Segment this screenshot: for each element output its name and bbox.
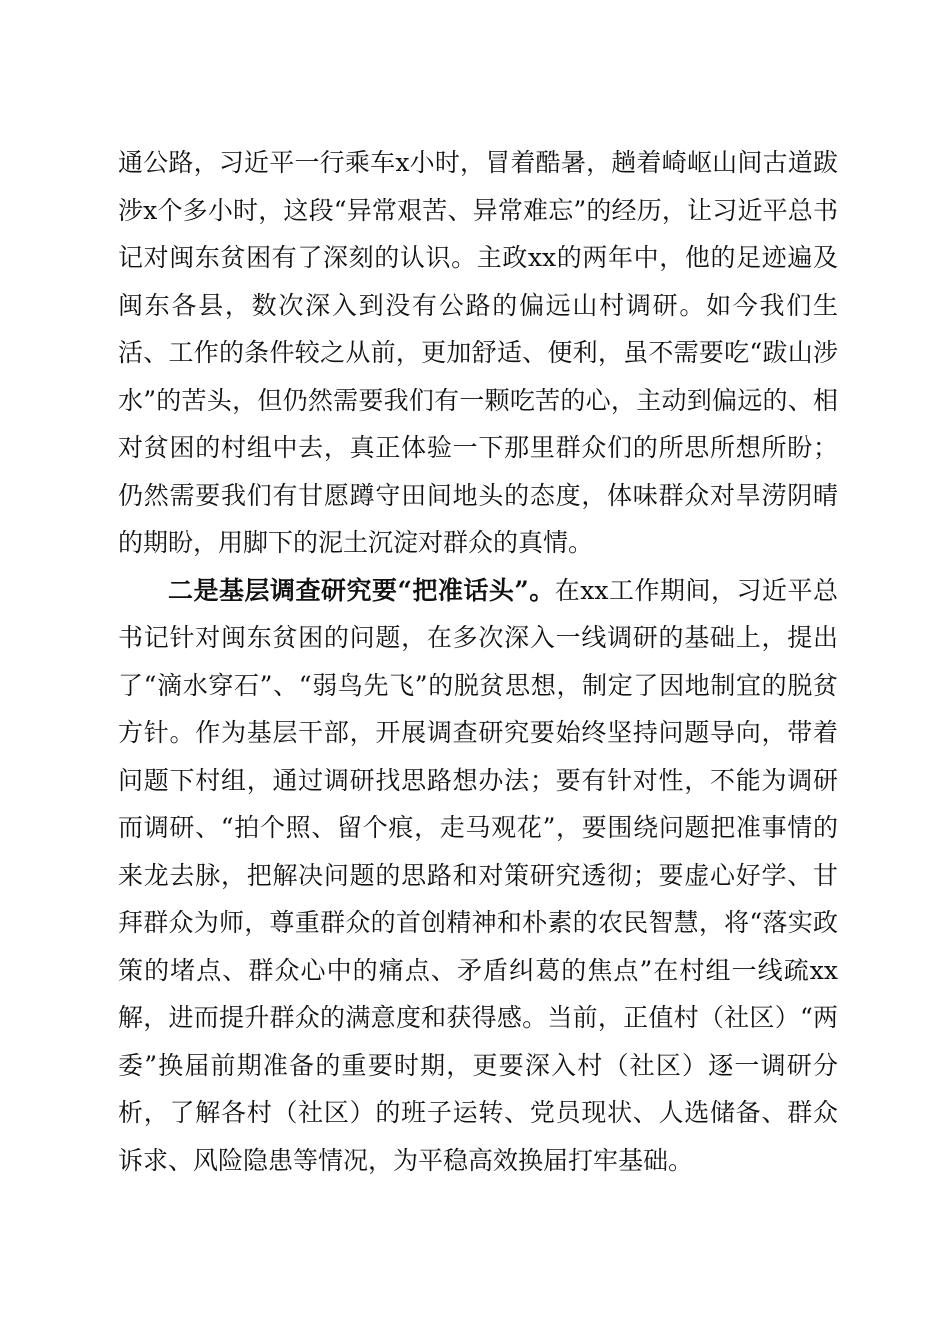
paragraph-2-heading: 二是基层调查研究要“把准话头”。 — [168, 575, 555, 605]
body-text — [118, 139, 838, 1184]
paragraph-2 — [118, 567, 838, 1185]
paragraph-1-text: 通公路，习近平一行乘车x小时，冒着酷暑，趟着崎岖山间古道跋涉x个多小时，这段“异常艰苦、异常难忘”的经历，让习近平总书记对闽东贫困有了深刻的认识。主政xx的两年中，他的足迹遍及闽东各县，数次深入到没有公路的偏远山村调研。如今我们生活、工作的条件较之从前，更加舒适、便利，虽不需要吃“跋山涉水”的苦头，但仍然需要我们有一颗吃苦的心，主动到偏远的、相对贫困的村组中去，真正体验一下那里群众们的所思所想所盼；仍然需要我们有甘愿蹲守田间地头的态度，体味群众对旱涝阴晴的期盼，用脚下的泥土沉淀对群众的真情。 — [118, 148, 838, 557]
paragraph-2-text: 在xx工作期间，习近平总书记针对闽东贫困的问题，在多次深入一线调研的基础上，提出了“滴水穿石”、“弱鸟先飞”的脱贫思想，制定了因地制宜的脱贫方针。作为基层干部，开展调查研究要始终坚持问题导向，带着问题下村组，通过调研找思路想办法；要有针对性，不能为调研而调研、“拍个照、留个痕，走马观花”，要围绕问题把准事情的来龙去脉，把解决问题的思路和对策研究透彻；要虚心好学、甘拜群众为师，尊重群众的首创精神和朴素的农民智慧，将“落实政策的堵点、群众心中的痛点、矛盾纠葛的焦点”在村组一线疏xx解，进而提升群众的满意度和获得感。当前，正值村（社区）“两委”换届前期准备的重要时期，更要深入村（社区）逐一调研分析，了解各村（社区）的班子运转、党员现状、人选储备、群众诉求、风险隐患等情况，为平稳高效换届打牢基础。 — [118, 575, 838, 1175]
paragraph-1 — [118, 139, 838, 567]
